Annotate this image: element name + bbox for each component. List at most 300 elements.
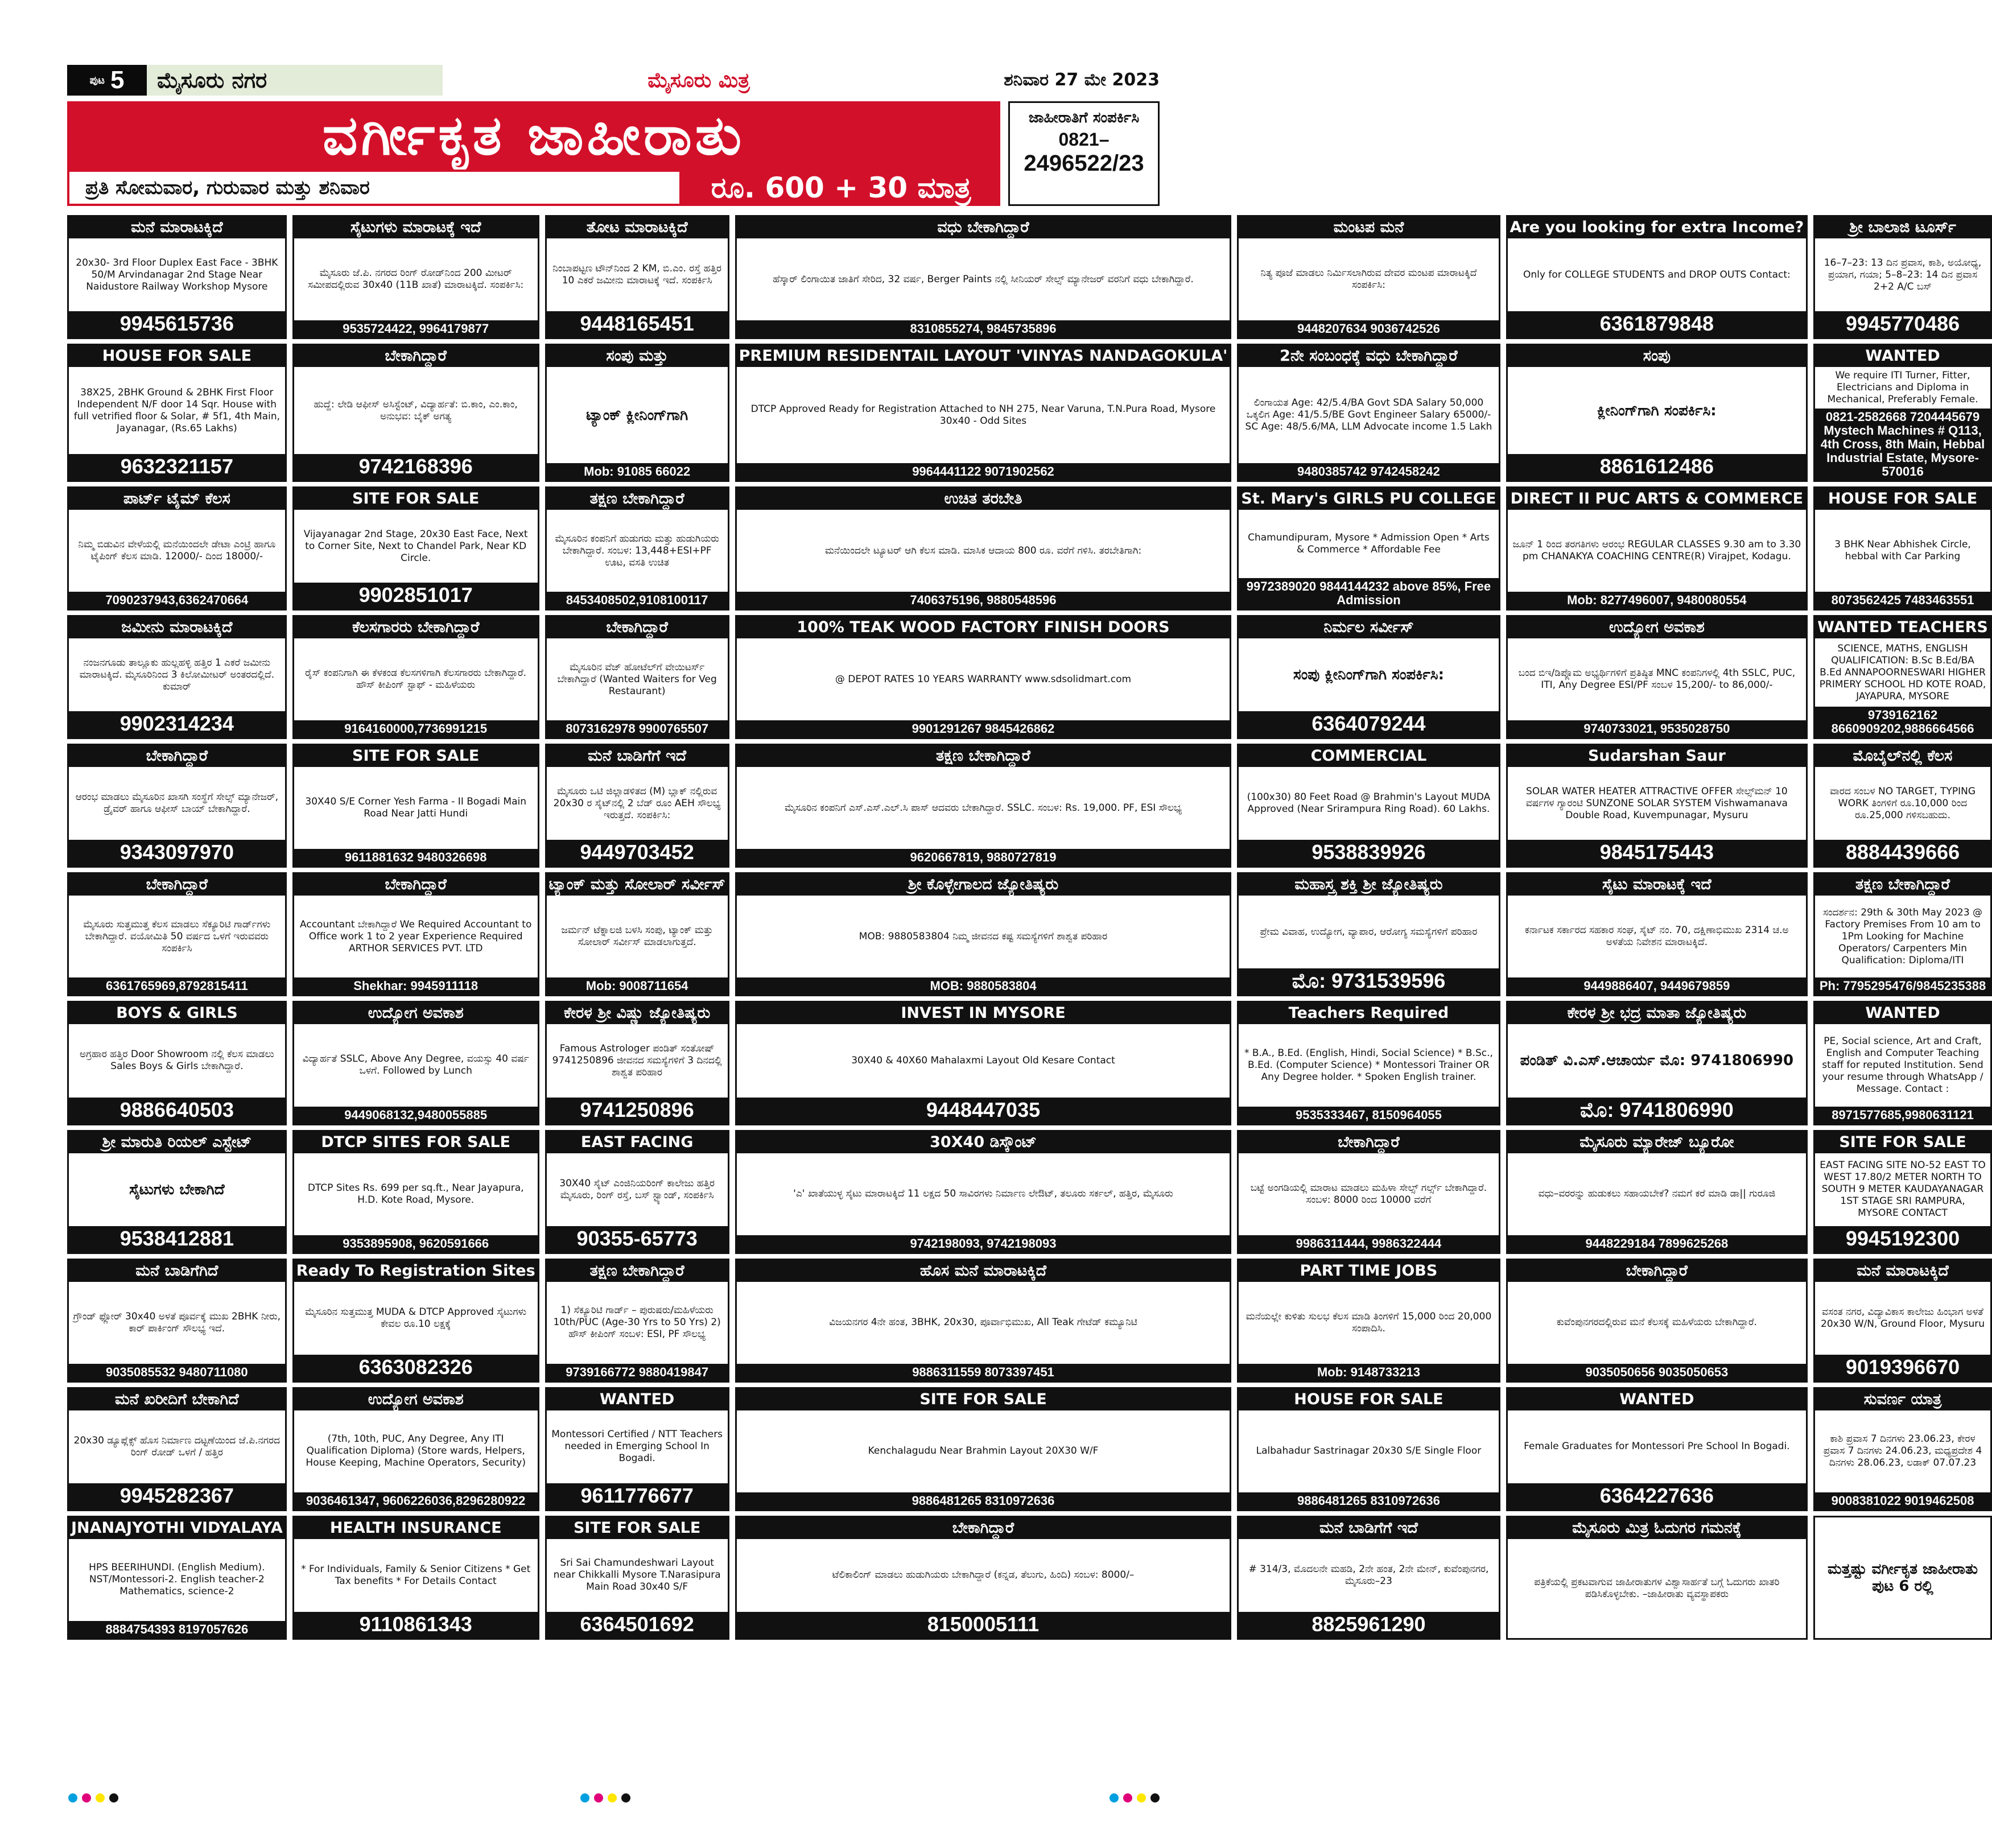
ad-body-text: 30X40 S/E Corner Yesh Farma - II Bogadi Main Road Near Jatti Hundi bbox=[305, 796, 527, 820]
ad-body-text: ನಂಜನಗೂಡು ತಾಲ್ಲೂಕು ಹುಲ್ಲಹಳ್ಳಿ ಹತ್ತಿರ 1 ಎಕರೆ ಜಮೀನು ಮಾರಾಟಕ್ಕಿದೆ. ಮೈಸೂರಿನಿಂದ 3 ಕಿಲೋಮೀಟರ್ ಅಂತರದಲ್ಲಿದೆ. ಕುಮಾರ್ bbox=[79, 657, 275, 692]
ad-phone-number: Mob: 9008711654 bbox=[547, 977, 728, 995]
ad-body-text: 'ಎ' ಖಾತೆಯುಳ್ಳ ಸೈಟು ಮಾರಾಟಕ್ಕಿದೆ 11 ಲಕ್ಷದ 50 ಸಾವಿರಗಳು ನಿರ್ಮಾಣ ಲೇಔಟ್, ತಲೂರು ಸರ್ಕಲ್, ಹತ್ತಿರ, ಮೈಸೂರು bbox=[793, 1188, 1173, 1200]
ad-phone-number: 9448447035 bbox=[737, 1098, 1230, 1124]
classified-ad bbox=[1237, 1387, 1500, 1511]
classified-ad bbox=[292, 1259, 539, 1383]
classified-ad bbox=[1813, 1259, 1992, 1383]
ad-heading: Teachers Required bbox=[1239, 1003, 1498, 1024]
ad-body-text: ಪ್ರೇಮ ವಿವಾಹ, ಉದ್ಯೋಗ, ವ್ಯಾಪಾರ, ಆರೋಗ್ಯ ಸಮಸ್ಯೆಗಳಿಗೆ ಪರಿಹಾರ bbox=[1260, 926, 1478, 938]
classified-ad bbox=[1237, 1130, 1500, 1254]
ad-heading: ಸಂಪು ಮತ್ತು bbox=[547, 345, 728, 367]
ad-body-text: 3 BHK Near Abhishek Circle, hebbal with Car Parking bbox=[1834, 539, 1971, 563]
classified-ad bbox=[292, 1130, 539, 1254]
ad-phone-number: 9886481265 8310972636 bbox=[737, 1492, 1230, 1509]
ad-body-text: ಬಟ್ಟೆ ಅಂಗಡಿಯಲ್ಲಿ ಮಾರಾಟ ಮಾಡಲು ಮಹಿಳಾ ಸೇಲ್ಸ್ ಗರ್ಲ್ಸ್ ಬೇಕಾಗಿದ್ದಾರೆ. ಸಂಬಳ: 8000 ರಿಂದ 10000 ವರೆಗೆ bbox=[1250, 1182, 1487, 1206]
ad-phone-number: 9902314234 bbox=[69, 711, 285, 737]
ad-body-text: ಟೆಲಿಕಾಲಿಂಗ್ ಮಾಡಲು ಹುಡುಗಿಯರು ಬೇಕಾಗಿದ್ದಾರೆ (ಕನ್ನಡ, ತೆಲುಗು, ಹಿಂದಿ) ಸಂಬಳ: 8000/– bbox=[832, 1569, 1135, 1581]
ad-body-text: # 314/3, ಮೊದಲನೇ ಮಹಡಿ, 2ನೇ ಹಂತ, 2ನೇ ಮೇನ್, ಕುವೆಂಪುನಗರ, ಮೈಸೂರು–23 bbox=[1248, 1563, 1489, 1587]
ad-heading: ಸುವರ್ಣ ಯಾತ್ರ bbox=[1815, 1389, 1990, 1410]
classified-ad bbox=[545, 615, 729, 739]
ad-heading: ತಕ್ಷಣ ಬೇಕಾಗಿದ್ದಾರೆ bbox=[737, 745, 1230, 767]
ad-phone-number: 8971577685,9980631121 bbox=[1815, 1107, 1990, 1124]
ad-body-text: ಅಗ್ರಹಾರ ಹತ್ತಿರ Door Showroom ನಲ್ಲಿ ಕೆಲಸ ಮಾಡಲು Sales Boys & Girls ಬೇಕಾಗಿದ್ದಾರೆ. bbox=[79, 1049, 274, 1072]
ad-heading: ವಧು ಬೇಕಾಗಿದ್ದಾರೆ bbox=[737, 217, 1230, 238]
ad-body-text: (100x30) 80 Feet Road @ Brahmin's Layout MUDA Approved (Near Srirampura Ring Road). 60 Lakhs. bbox=[1247, 791, 1491, 815]
classified-ad bbox=[1813, 615, 1992, 739]
ad-body-text: ಪಂಡಿತ್ ವಿ.ಎಸ್.ಆಚಾರ್ಯ ಮೊ: 9741806990 bbox=[1520, 1052, 1794, 1070]
ad-heading: 2ನೇ ಸಂಬಂಧಕ್ಕೆ ವಧು ಬೇಕಾಗಿದ್ದಾರೆ bbox=[1239, 345, 1498, 367]
classified-ad bbox=[292, 872, 539, 996]
ad-body-text: Sri Sai Chamundeshwari Layout near Chikkalli Mysore T.Narasipura Main Road 30x40 S/F bbox=[553, 1557, 721, 1593]
page-number: 5 bbox=[110, 66, 125, 94]
ad-phone-number: 9845175443 bbox=[1508, 840, 1807, 866]
ad-heading: ಉದ್ಯೋಗ ಅವಕಾಶ bbox=[1508, 617, 1807, 638]
ad-heading: HEALTH INSURANCE bbox=[294, 1517, 538, 1539]
classified-ad bbox=[67, 1001, 287, 1125]
ad-heading: ಬೇಕಾಗಿದ್ದಾರೆ bbox=[69, 874, 285, 896]
ad-heading: ಟ್ಯಾಂಕ್ ಮತ್ತು ಸೋಲಾರ್ ಸರ್ವೀಸ್ bbox=[547, 874, 728, 896]
classified-ad bbox=[292, 615, 539, 739]
ad-phone-number: 8884754393 8197057626 bbox=[69, 1621, 285, 1638]
ad-heading: ತಕ್ಷಣ ಬೇಕಾಗಿದ್ದಾರೆ bbox=[1815, 874, 1990, 896]
ad-body-text: ಮೈಸೂರು ಜೆ.ಪಿ. ನಗರದ ರಿಂಗ್ ರೋಡ್‌ನಿಂದ 200 ಮೀಟರ್ ಸಮೀಪದಲ್ಲಿರುವ 30x40 (11B ಖಾತೆ) ಮಾರಾಟಕ್ಕಿದೆ. ಸಂಪರ್ಕಿಸಿ: bbox=[308, 267, 524, 291]
ad-phone-number: 9902851017 bbox=[294, 583, 538, 609]
ad-heading: SITE FOR SALE bbox=[1815, 1132, 1990, 1153]
classified-ad bbox=[67, 1259, 287, 1383]
ad-phone-number: 8861612486 bbox=[1508, 454, 1807, 480]
ad-phone-number: Mob: 91085 66022 bbox=[547, 463, 728, 480]
ad-heading: WANTED bbox=[547, 1389, 728, 1410]
ad-body-text: ಮೈಸೂರಿನ ಸುತ್ತಮುತ್ತ MUDA & DTCP Approved ಸೈಟುಗಳು ಕೇವಲ ರೂ.10 ಲಕ್ಷಕ್ಕೆ bbox=[305, 1306, 527, 1330]
ad-heading: SITE FOR SALE bbox=[294, 488, 538, 510]
ad-heading: ಕೇರಳ ಶ್ರೀ ಭದ್ರ ಮಾತಾ ಜ್ಯೋತಿಷ್ಯರು bbox=[1508, 1003, 1807, 1024]
classified-ad bbox=[735, 1387, 1232, 1511]
ad-body-text: 30X40 ಸೈಟ್ ಎಂಜಿನಿಯರಿಂಗ್ ಕಾಲೇಜು ಹತ್ತಿರ ಮೈಸೂರು, ರಿಂಗ್ ರಸ್ತೆ, ಬಸ್ ಸ್ಟ್ಯಾಂಡ್, ಸಂಪರ್ಕಿಸಿ bbox=[559, 1177, 715, 1201]
newspaper-masthead: ಮೈಸೂರು ಮಿತ್ರ bbox=[647, 68, 750, 92]
ad-heading: ಸಂಪು bbox=[1508, 345, 1807, 367]
ad-body-text: Montessori Certified / NTT Teachers needed in Emerging School In Bogadi. bbox=[551, 1429, 723, 1465]
contact-box bbox=[1008, 101, 1160, 206]
ad-heading: ಮೈಸೂರು ಮ್ಯಾರೇಜ್ ಬ್ಯೂರೋ bbox=[1508, 1132, 1807, 1153]
ad-body-text: EAST FACING SITE NO-52 EAST TO WEST 17.80/2 METER NORTH TO SOUTH 9 METER KAUDAYANAGAR 1ST STAGE SRI RAMPURA, MYSORE CONTACT bbox=[1820, 1160, 1986, 1219]
ad-phone-number: 8884439666 bbox=[1815, 840, 1990, 866]
ad-phone-number: 9449068132,9480055885 bbox=[294, 1107, 538, 1124]
ad-phone-number: 6364227636 bbox=[1508, 1483, 1807, 1509]
ad-heading: ಶ್ರೀ ಮಾರುತಿ ರಿಯಲ್ ಎಸ್ಟೇಟ್ bbox=[69, 1132, 285, 1153]
ad-phone-number: MOB: 9880583804 bbox=[737, 977, 1230, 995]
ad-body-text: ಬಂದ ಬಿಇ/ಡಿಪ್ಲೊಮ ಅಭ್ಯರ್ಥಿಗಳಿಗೆ ಪ್ರತಿಷ್ಠಿತ MNC ಕಂಪನಿಗಳಲ್ಲಿ 4th SSLC, PUC, ITI, Any Degree ESI/PF ಸಂಬಳ 15,200/- to 86,000/- bbox=[1518, 667, 1796, 691]
ad-phone-number: 9886311559 8073397451 bbox=[737, 1364, 1230, 1381]
classified-ad bbox=[1237, 872, 1500, 996]
ad-phone-number: ಮೊ: 9731539596 bbox=[1239, 968, 1498, 995]
ad-heading: ತಕ್ಷಣ ಬೇಕಾಗಿದ್ದಾರೆ bbox=[547, 1260, 728, 1282]
classified-ad bbox=[292, 744, 539, 868]
ad-heading: ಮಹಾಸ್ತ್ರ ಶಕ್ತಿ ಶ್ರೀ ಜ್ಯೋತಿಷ್ಯರು bbox=[1239, 874, 1498, 896]
classified-ad bbox=[545, 1001, 729, 1125]
ad-body-text: (7th, 10th, PUC, Any Degree, Any ITI Qualification Diploma) (Store wards, Helpers, House Keeping, Machine Operators, Security) bbox=[306, 1433, 526, 1469]
ad-body-text: ಆರಂಭ ಮಾಡಲು ಮೈಸೂರಿನ ಖಾಸಗಿ ಸಂಸ್ಥೆಗೆ ಸೇಲ್ಸ್ ಮ್ಯಾನೇಜರ್, ಡ್ರೈವರ್ ಹಾಗೂ ಆಫೀಸ್ ಬಾಯ್ ಬೇಕಾಗಿದ್ದಾರೆ. bbox=[75, 791, 279, 815]
ad-heading: ಮನೆ ಮಾರಾಟಕ್ಕಿದೆ bbox=[1815, 1260, 1990, 1282]
classified-ad bbox=[1506, 615, 1808, 739]
ad-heading: Sudarshan Saur bbox=[1508, 745, 1807, 767]
ad-heading: ಮಂಟಪ ಮನೆ bbox=[1239, 217, 1498, 238]
ad-heading: ಮನೆ ಬಾಡಿಗೆಗೆ ಇದೆ bbox=[547, 745, 728, 767]
classified-ad bbox=[545, 1130, 729, 1254]
ad-body-text: ನಿಂಬಾಪಟ್ಟಣ ಟೌನ್‌ನಿಂದ 2 KM, ಬಿ.ಎಂ. ರಸ್ತೆ ಹತ್ತಿರ 10 ಎಕರೆ ಜಮೀನು ಮಾರಾಟಕ್ಕೆ ಇದೆ. ಸಂಪರ್ಕಿಸಿ bbox=[552, 263, 722, 287]
ad-body-text: ಮನೆಯಿಂದಲೇ ಟ್ಯೂಟರ್ ಆಗಿ ಕೆಲಸ ಮಾಡಿ. ಮಾಸಿಕ ಆದಾಯ 800 ರೂ. ವರೆಗೆ ಗಳಿಸಿ. ತರಬೇತಿಗಾಗಿ: bbox=[824, 544, 1142, 556]
ad-body-text: ಲಿಂಗಾಯತ Age: 42/5.4/BA Govt SDA Salary 50,000 ಒಕ್ಕಲಿಗ Age: 41/5.5/BE Govt Engineer Salary 65000/- SC Age: 48/5.6/MA, LLM Advocate income 1.5 Lakh bbox=[1245, 397, 1492, 433]
ad-heading: WANTED bbox=[1815, 1003, 1990, 1024]
ad-heading: SITE FOR SALE bbox=[294, 745, 538, 767]
ad-heading: ಕೆಲಸಗಾರರು ಬೇಕಾಗಿದ್ದಾರೆ bbox=[294, 617, 538, 638]
classified-ad bbox=[1237, 744, 1500, 868]
ad-phone-number: Mob: 8277496007, 9480080554 bbox=[1508, 592, 1807, 609]
ad-body-text: ಸಂದರ್ಶನ: 29th & 30th May 2023 @ Factory Premises From 10 am to 1Pm Looking for Machine Operators/ Carpenters Min Qualification: Diploma/ITI bbox=[1822, 906, 1983, 966]
classified-ad bbox=[545, 1387, 729, 1511]
ad-body-text: 38X25, 2BHK Ground & 2BHK First Floor Independent N/F door 14 Sqr. House with full vetrified floor & Solar, # 5f1, 4th Main, Jayanagar, (Rs.65 Lakhs) bbox=[73, 386, 280, 434]
ad-phone-number: 6361879848 bbox=[1508, 311, 1807, 337]
ad-body-text: Only for COLLEGE STUDENTS and DROP OUTS Contact: bbox=[1523, 269, 1791, 280]
classified-ad bbox=[1506, 872, 1808, 996]
ad-phone-number: 9448207634 9036742526 bbox=[1239, 320, 1498, 337]
ad-heading: ಮೊಬೈಲ್‌ನಲ್ಲಿ ಕೆಲಸ bbox=[1815, 745, 1990, 767]
ad-heading: WANTED TEACHERS bbox=[1815, 617, 1990, 638]
ad-body-text: MOB: 9880583804 ನಿಮ್ಮ ಜೀವನದ ಕಷ್ಟ ಸಮಸ್ಯೆಗಳಿಗೆ ಶಾಶ್ವತ ಪರಿಹಾರ bbox=[859, 930, 1108, 942]
ad-body-text: ವಿದ್ಯಾರ್ಹತೆ SSLC, Above Any Degree, ವಯಸ್ಸು 40 ವರ್ಷ ಒಳಗೆ. Followed by Lunch bbox=[302, 1053, 529, 1077]
ad-phone-number: 9964441122 9071902562 bbox=[737, 463, 1230, 480]
ad-phone-number: 9945282367 bbox=[69, 1483, 285, 1509]
ad-body-text: Vijayanagar 2nd Stage, 20x30 East Face, Next to Corner Site, Next to Chandel Park, Near KD Circle. bbox=[303, 528, 528, 564]
top-bar bbox=[67, 65, 1160, 96]
ad-phone-number: Mob: 9148733213 bbox=[1239, 1364, 1498, 1381]
classified-ad bbox=[67, 1387, 287, 1511]
ad-phone-number: 9449886407, 9449679859 bbox=[1508, 977, 1807, 995]
ad-phone-number: 9742198093, 9742198093 bbox=[737, 1235, 1230, 1252]
classified-ad bbox=[735, 1130, 1232, 1254]
classified-ad bbox=[292, 1516, 539, 1640]
classified-ads-grid bbox=[67, 215, 1988, 1768]
ad-body-text: ಕುವೆಂಪುನಗರದಲ್ಲಿರುವ ಮನೆ ಕೆಲಸಕ್ಕೆ ಮಹಿಳೆಯರು ಬೇಕಾಗಿದ್ದಾರೆ. bbox=[1556, 1317, 1757, 1329]
ad-body-text: ಜರ್ಮನ್ ಟೆಕ್ನಾಲಜಿ ಬಳಸಿ ಸಂಪು, ಟ್ಯಾಂಕ್ ಮತ್ತು ಸೋಲಾರ್ ಸರ್ವೀಸ್ ಮಾಡಲಾಗುತ್ತದೆ. bbox=[561, 925, 713, 948]
ad-phone-number: 9449703452 bbox=[547, 840, 728, 866]
ad-body-text: ನಿತ್ಯ ಪೂಜೆ ಮಾಡಲು ನಿರ್ಮಿಸಲಾಗಿರುವ ದೇವರ ಮಂಟಪ ಮಾರಾಟಕ್ಕಿದೆ ಸಂಪರ್ಕಿಸಿ: bbox=[1260, 267, 1477, 291]
ad-body-text: Famous Astrologer ಪಂಡಿತ್ ಸಂತೋಷ್ 9741250896 ಜೀವನದ ಸಮಸ್ಯೆಗಳಿಗೆ 3 ದಿನದಲ್ಲಿ ಶಾಶ್ವತ ಪರಿಹಾರ bbox=[552, 1042, 722, 1078]
classified-ad bbox=[67, 615, 287, 739]
classified-ad bbox=[1813, 486, 1992, 610]
ad-heading: ನಿರ್ಮಲ ಸರ್ವೀಸ್ bbox=[1239, 617, 1498, 638]
ad-phone-number: 9972389020 9844144232 above 85%, Free Admission bbox=[1239, 578, 1498, 609]
ad-heading: WANTED bbox=[1508, 1389, 1807, 1410]
ad-body-text: ಮೈಸೂರು ಒಟಿ ಜಿಲ್ಲಾಡಳಿತದ (M) ಬ್ಲಾಕ್ ನಲ್ಲಿರುವ 20x30 ರ ಸೈಟ್‌ನಲ್ಲಿ 2 ಬೆಡ್ ರೂಂ AEH ಸೌಲಭ್ಯ ಇರುತ್ತದೆ. ಸಂಪರ್ಕಿಸಿ: bbox=[553, 785, 721, 821]
contact-phone-prefix: 0821– bbox=[1058, 129, 1110, 150]
ad-phone-number: 9035085532 9480711080 bbox=[69, 1364, 285, 1381]
ad-phone-number: 6364079244 bbox=[1239, 711, 1498, 737]
ad-phone-number: 6364501692 bbox=[547, 1612, 728, 1638]
classified-ad bbox=[735, 744, 1232, 868]
ad-body-text: ವಧು–ವರರನ್ನು ಹುಡುಕಲು ಸಹಾಯಬೇಕೆ? ನಮಗೆ ಕರೆ ಮಾಡಿ ಡಾ|| ಗುರೂಜಿ bbox=[1538, 1188, 1776, 1200]
ad-body-text: DTCP Sites Rs. 699 per sq.ft., Near Jayapura, H.D. Kote Road, Mysore. bbox=[307, 1182, 524, 1206]
classified-ad bbox=[1506, 1387, 1808, 1511]
ad-phone-number: 8310855274, 9845735896 bbox=[737, 320, 1230, 337]
ad-phone-number: 6361765969,8792815411 bbox=[69, 977, 285, 995]
ad-phone-number: 9611776677 bbox=[547, 1483, 728, 1509]
classified-ad bbox=[292, 1387, 539, 1511]
ad-heading: ಬೇಕಾಗಿದ್ದಾರೆ bbox=[737, 1517, 1230, 1539]
ad-phone-number: 90355-65773 bbox=[547, 1226, 728, 1252]
ad-body-text: Female Graduates for Montessori Pre School In Bogadi. bbox=[1524, 1441, 1790, 1453]
ad-phone-number: 9535724422, 9964179877 bbox=[294, 320, 538, 337]
ad-body-text: ಗ್ರೌಂಡ್ ಫ್ಲೋರ್ 30x40 ಅಳತೆ ಪೂರ್ವಕ್ಕೆ ಮುಖ 2BHK ನೀರು, ಕಾರ್ ಪಾರ್ಕಿಂಗ್ ಸೌಲಭ್ಯ ಇದೆ. bbox=[73, 1310, 281, 1334]
ad-body-text: ವಿಜಯನಗರ 4ನೇ ಹಂತ, 3BHK, 20x30, ಪೂರ್ವಾಭಿಮುಖ, All Teak ಗೇಟೆಡ್ ಕಮ್ಯೂನಿಟಿ bbox=[829, 1317, 1137, 1329]
ad-heading: ಸೈಟು ಮಾರಾಟಕ್ಕೆ ಇದೆ bbox=[1508, 874, 1807, 896]
ad-body-text: * For Individuals, Family & Senior Citizens * Get Tax benefits * For Details Contact bbox=[301, 1563, 531, 1587]
ad-body-text: 30X40 & 40X60 Mahalaxmi Layout Old Kesare Contact bbox=[851, 1054, 1115, 1066]
classified-ad bbox=[735, 486, 1232, 610]
classified-ad bbox=[735, 1516, 1232, 1640]
classified-ad bbox=[1237, 215, 1500, 339]
ad-body-text: ಪತ್ರಿಕೆಯಲ್ಲಿ ಪ್ರಕಟವಾಗುವ ಜಾಹೀರಾತುಗಳ ವಿಶ್ವಾಸಾರ್ಹತೆ ಬಗ್ಗೆ ಓದುಗರು ಖಾತರಿ ಪಡಿಸಿಕೊಳ್ಳಬೇಕು. –ಜಾಹೀರಾತು ವ್ಯವಸ್ಥಾಪಕರು bbox=[1534, 1576, 1780, 1600]
ad-phone-number: 9036461347, 9606226036,8296280922 bbox=[294, 1492, 538, 1509]
print-registration-dots-center bbox=[580, 1793, 630, 1802]
ad-body-text: ಹುದ್ದೆ: ಲೇಡಿ ಆಫೀಸ್ ಅಸಿಸ್ಟೆಂಟ್, ವಿದ್ಯಾರ್ಹತೆ: ಬಿ.ಕಾಂ, ಎಂ.ಕಾಂ, ಅನುಭವ: ಬೈಕ್ ಅಗತ್ಯ bbox=[314, 398, 518, 422]
ad-phone-number: 9945192300 bbox=[1815, 1226, 1990, 1252]
ad-body-text: ಮೈಸೂರಿನ ಕಂಪನಿಗೆ ಹುಡುಗರು ಮತ್ತು ಹುಡುಗಿಯರು ಬೇಕಾಗಿದ್ದಾರೆ. ಸಂಬಳ: 13,448+ESI+PF ಊಟ, ವಸತಿ ಉಚಿತ bbox=[555, 533, 719, 568]
classified-ad bbox=[1813, 744, 1992, 868]
ad-body-text: ಕ್ಲೀನಿಂಗ್‌ಗಾಗಿ ಸಂಪರ್ಕಿಸಿ: bbox=[1597, 402, 1717, 419]
ad-heading: JNANAJYOTHI VIDYALAYA bbox=[69, 1517, 285, 1539]
classified-ad bbox=[735, 344, 1232, 482]
ad-heading: EAST FACING bbox=[547, 1132, 728, 1153]
classified-ad bbox=[292, 344, 539, 482]
ad-body-text: ವಾರದ ಸಂಬಳ NO TARGET, TYPING WORK ತಿಂಗಳಿಗೆ ರೂ.10,000 ರಿಂದ ರೂ.25,000 ಗಳಿಸಬಹುದು. bbox=[1830, 785, 1976, 821]
ad-body-text: ಮೈಸೂರಿನ ಕಂಪನಿಗೆ ಎಸ್.ಎಸ್.ಎಲ್.ಸಿ ಪಾಸ್ ಆದವರು ಬೇಕಾಗಿದ್ದಾರೆ. SSLC. ಸಂಬಳ: Rs. 19,000. PF, ESI ಸೌಲಭ್ಯ bbox=[784, 802, 1182, 814]
classified-ad bbox=[545, 215, 729, 339]
ad-phone-number: 9611881632 9480326698 bbox=[294, 849, 538, 866]
classified-ad bbox=[1506, 1001, 1808, 1125]
classified-ad bbox=[1506, 344, 1808, 482]
classified-ad bbox=[67, 344, 287, 482]
ad-heading: HOUSE FOR SALE bbox=[1815, 488, 1990, 510]
ad-body-text: PE, Social science, Art and Craft, English and Computer Teaching staff for reputed Institution. Send your resume through WhatsApp / Message. Contact : bbox=[1822, 1035, 1983, 1095]
ad-phone-number: 9035050656 9035050653 bbox=[1508, 1364, 1807, 1381]
ad-phone-number: 9742168396 bbox=[294, 454, 538, 480]
ad-heading: 30X40 ಡಿಸ್ಕೌಂಟ್ bbox=[737, 1132, 1230, 1153]
ad-body-text: @ DEPOT RATES 10 YEARS WARRANTY www.sdsolidmart.com bbox=[835, 673, 1132, 685]
issue-date: ಶನಿವಾರ 27 ಮೇ 2023 bbox=[1004, 70, 1160, 90]
classified-ad bbox=[1506, 1130, 1808, 1254]
city-section-title: ಮೈಸೂರು ನಗರ bbox=[147, 65, 443, 96]
ad-phone-number: 8453408502,9108100117 bbox=[547, 592, 728, 609]
ad-heading: PART TIME JOBS bbox=[1239, 1260, 1498, 1282]
classified-ad bbox=[735, 215, 1232, 339]
ad-phone-number: 9739166772 9880419847 bbox=[547, 1364, 728, 1381]
ad-phone-number: 9008381022 9019462508 bbox=[1815, 1492, 1990, 1509]
classified-ad bbox=[1237, 1516, 1500, 1640]
classified-ad bbox=[1813, 872, 1992, 996]
ad-body-text: We require ITI Turner, Fitter, Electricians and Diploma in Mechanical, Preferably Female. bbox=[1827, 370, 1978, 406]
ad-phone-number: 0821-2582668 7204445679 Mystech Machines # Q113, 4th Cross, 8th Main, Hebbal Industrial Estate, Mysore-570016 bbox=[1815, 409, 1990, 480]
classified-ad bbox=[292, 486, 539, 610]
ad-heading: ಶ್ರೀ ಕೊಳ್ಳೇಗಾಲದ ಜ್ಯೋತಿಷ್ಯರು bbox=[737, 874, 1230, 896]
ad-body-text: Chamundipuram, Mysore * Admission Open * Arts & Commerce * Affordable Fee bbox=[1248, 532, 1490, 556]
ad-phone-number: 9886481265 8310972636 bbox=[1239, 1492, 1498, 1509]
ad-phone-number: 8150005111 bbox=[737, 1612, 1230, 1638]
page-number-badge bbox=[67, 65, 147, 96]
ad-phone-number: 9448229184 7899625268 bbox=[1508, 1235, 1807, 1252]
ad-body-text: SOLAR WATER HEATER ATTRACTIVE OFFER ಸೇಲ್ಸ್‌ಮನ್ 10 ವರ್ಷಗಳ ಗ್ಯಾರಂಟಿ SUNZONE SOLAR SYSTEM Vishwamanava Double Road, Kuvempunagar, Mysuru bbox=[1525, 785, 1788, 821]
ad-body-text: ರೈಸ್ ಕಂಪನಿಗಾಗಿ ಈ ಕೆಳಕಂಡ ಕೆಲಸಗಳಿಗಾಗಿ ಕೆಲಸಗಾರರು ಬೇಕಾಗಿದ್ದಾರೆ. ಹೌಸ್ ಕೀಪಿಂಗ್ ಸ್ಟಾಫ್ - ಮಹಿಳೆಯರು bbox=[305, 667, 527, 691]
classified-ad bbox=[1506, 744, 1808, 868]
classifieds-subbanner bbox=[67, 170, 1000, 206]
ad-phone-number: 8073562425 7483463551 bbox=[1815, 592, 1990, 609]
ad-heading: ಬೇಕಾಗಿದ್ದಾರೆ bbox=[1239, 1132, 1498, 1153]
ad-heading: Ready To Registration Sites bbox=[294, 1260, 538, 1282]
ad-heading: ಪಾರ್ಟ್ ಟೈಮ್ ಕೆಲಸ bbox=[69, 488, 285, 510]
ad-body-text: Lalbahadur Sastrinagar 20x30 S/E Single Floor bbox=[1256, 1445, 1482, 1457]
classified-ad bbox=[1237, 344, 1500, 482]
ad-body-text: ಮನೆಯಲ್ಲೇ ಕುಳಿತು ಸುಲಭ ಕೆಲಸ ಮಾಡಿ ತಿಂಗಳಿಗೆ 15,000 ರಿಂದ 20,000 ಸಂಪಾದಿಸಿ. bbox=[1245, 1310, 1492, 1334]
ad-heading: ಹೊಸ ಮನೆ ಮಾರಾಟಕ್ಕಿದೆ bbox=[737, 1260, 1230, 1282]
ad-body-text: 20x30 ಡ್ಯೂಪ್ಲೆಕ್ಸ್ ಹೊಸ ನಿರ್ಮಾಣ ದಟ್ಟಣೆಯಿಂದ ಜೆ.ಪಿ.ನಗರದ ರಿಂಗ್ ರೋಡ್ ಒಳಗೆ / ಹತ್ತಿರ bbox=[73, 1434, 281, 1458]
ad-phone-number: 9620667819, 9880727819 bbox=[737, 849, 1230, 866]
ad-body-text: DTCP Approved Ready for Registration Attached to NH 275, Near Varuna, T.N.Pura Road, Mysore 30x40 - Odd Sites bbox=[750, 403, 1216, 427]
ad-body-text: ಮೈಸೂರು ಸುತ್ತಮುತ್ತ ಕೆಲಸ ಮಾಡಲು ಸೆಕ್ಯೂರಿಟಿ ಗಾರ್ಡ್‌ಗಳು ಬೇಕಾಗಿದ್ದಾರೆ. ವಯೋಮಿತಿ 50 ವರ್ಷದ ಒಳಗೆ ಇರುವವರು ಸಂಪರ್ಕಿಸಿ bbox=[83, 918, 271, 954]
classified-ad bbox=[292, 215, 539, 339]
classified-ad bbox=[1813, 344, 1992, 482]
classified-ad bbox=[1813, 1516, 1992, 1640]
ad-heading: DTCP SITES FOR SALE bbox=[294, 1132, 538, 1153]
ad-body-text: ಮೈಸೂರಿನ ವೆಜ್ ಹೋಟೆಲ್‌ಗೆ ವೇಯಿಟರ್ಸ್ ಬೇಕಾಗಿದ್ದಾರೆ (Wanted Waiters for Veg Restaurant) bbox=[557, 661, 717, 697]
ad-heading: ಬೇಕಾಗಿದ್ದಾರೆ bbox=[294, 345, 538, 367]
ad-heading: St. Mary's GIRLS PU COLLEGE bbox=[1239, 488, 1498, 510]
ad-heading: ಮನೆ ಬಾಡಿಗೆಗಿದೆ bbox=[69, 1260, 285, 1282]
ad-phone-number: 9632321157 bbox=[69, 454, 285, 480]
ad-phone-number: 9019396670 bbox=[1815, 1355, 1990, 1381]
ad-phone-number: 9741250896 bbox=[547, 1098, 728, 1124]
classified-ad bbox=[545, 344, 729, 482]
ad-heading: ಉಚಿತ ತರಬೇತಿ bbox=[737, 488, 1230, 510]
ad-body-text: 16–7–23: 13 ದಿನ ಪ್ರವಾಸ, ಕಾಶಿ, ಅಯೋಧ್ಯ, ಪ್ರಯಾಗ, ಗಯಾ; 5–8–23: 14 ದಿನ ಪ್ರವಾಸ 2+2 A/C ಬಸ್ bbox=[1824, 257, 1982, 292]
ad-heading: ಬೇಕಾಗಿದ್ದಾರೆ bbox=[294, 874, 538, 896]
classified-ad bbox=[735, 872, 1232, 996]
ad-phone-number: 9740733021, 9535028750 bbox=[1508, 720, 1807, 737]
ad-phone-number: 9945770486 bbox=[1815, 311, 1990, 337]
ad-phone-number: 8825961290 bbox=[1239, 1612, 1498, 1638]
classified-ad bbox=[67, 215, 287, 339]
ad-heading: ಕೇರಳ ಶ್ರೀ ವಿಷ್ಣು ಜ್ಯೋತಿಷ್ಯರು bbox=[547, 1003, 728, 1024]
ad-heading: SITE FOR SALE bbox=[737, 1389, 1230, 1410]
classified-ad bbox=[1813, 1130, 1992, 1254]
ad-phone-number: 7090237943,6362470664 bbox=[69, 592, 285, 609]
classified-ad bbox=[1813, 215, 1992, 339]
ad-body-text: * B.A., B.Ed. (English, Hindi, Social Science) * B.Sc., B.Ed. (Computer Science) * Montessori Trainer OR Any Degree holder. * Spoken English trainer. bbox=[1244, 1047, 1493, 1083]
ad-phone-number: 9538412881 bbox=[69, 1226, 285, 1252]
classified-ad bbox=[1813, 1387, 1992, 1511]
classified-ad bbox=[1237, 1001, 1500, 1125]
ad-heading: ಬೇಕಾಗಿದ್ದಾರೆ bbox=[1508, 1260, 1807, 1282]
ad-heading: ಉದ್ಯೋಗ ಅವಕಾಶ bbox=[294, 1003, 538, 1024]
ad-heading: PREMIUM RESIDENTAIL LAYOUT 'VINYAS NANDAGOKULA' bbox=[737, 345, 1230, 367]
classified-ad bbox=[67, 744, 287, 868]
ad-body-text: ಕರ್ನಾಟಕ ಸರ್ಕಾರದ ಸಹಕಾರ ಸಂಘ, ಸೈಟ್ ನಂ. 70, ದಕ್ಷಿಣಾಭಿಮುಖ 2314 ಚ.ಅ ಅಳತೆಯ ನಿವೇಶನ ಮಾರಾಟಕ್ಕಿದೆ. bbox=[1525, 925, 1789, 948]
classified-ad bbox=[545, 1516, 729, 1640]
ad-phone-number: 9535333467, 8150964055 bbox=[1239, 1107, 1498, 1124]
ad-phone-number: 8073162978 9900765507 bbox=[547, 720, 728, 737]
ad-heading: WANTED bbox=[1815, 345, 1990, 367]
print-registration-dots-right bbox=[1110, 1793, 1160, 1802]
ad-body-text: ಕಾಶಿ ಪ್ರವಾಸ 7 ದಿನಗಳು 23.06.23, ಕೇರಳ ಪ್ರವಾಸ 7 ದಿನಗಳು 24.06.23, ಮಧ್ಯಪ್ರದೇಶ 4 ದಿನಗಳು 28.06.23, ಲಡಾಕ್ 07.07.23 bbox=[1823, 1433, 1982, 1469]
ad-heading: ಮನೆ ಮಾರಾಟಕ್ಕಿದೆ bbox=[69, 217, 285, 238]
ad-heading: ಉದ್ಯೋಗ ಅವಕಾಶ bbox=[294, 1389, 538, 1410]
ad-heading: ಮೈಸೂರು ಮಿತ್ರ ಓದುಗರ ಗಮನಕ್ಕೆ bbox=[1508, 1517, 1807, 1539]
classifieds-banner-title: ವರ್ಗೀಕೃತ ಜಾಹೀರಾತು bbox=[67, 101, 1000, 170]
ad-phone-number: 9886640503 bbox=[69, 1098, 285, 1124]
classified-ad bbox=[1237, 486, 1500, 610]
classified-ad bbox=[735, 615, 1232, 739]
classified-ad bbox=[1237, 1259, 1500, 1383]
ad-body-text: ಹೆಸ್ಕಾರ್ ಲಿಂಗಾಯಿತ ಜಾತಿಗೆ ಸೇರಿದ, 32 ವರ್ಷ, Berger Paints ನಲ್ಲಿ ಸೀನಿಯರ್ ಸೇಲ್ಸ್ ಮ್ಯಾನೇಜರ್ ವರನಿಗೆ ವಧು ಬೇಕಾಗಿದ್ದಾರೆ. bbox=[773, 273, 1194, 285]
ad-phone-number: 6363082326 bbox=[294, 1355, 538, 1381]
ad-body-text: Kenchalagudu Near Brahmin Layout 20X30 W/F bbox=[868, 1445, 1099, 1457]
ad-heading: INVEST IN MYSORE bbox=[737, 1003, 1230, 1024]
classified-ad bbox=[67, 1516, 287, 1640]
ad-body-text: ಜೂನ್ 1 ರಿಂದ ತರಗತಿಗಳು ಆರಂಭ REGULAR CLASSES 9.30 am to 3.30 pm CHANAKYA COACHING CENTRE(R) Virajpet, Kodagu. bbox=[1512, 539, 1801, 563]
ad-heading: ಬೇಕಾಗಿದ್ದಾರೆ bbox=[547, 617, 728, 638]
ad-heading: DIRECT II PUC ARTS & COMMERCE bbox=[1508, 488, 1807, 510]
publication-schedule: ಪ್ರತಿ ಸೋಮವಾರ, ಗುರುವಾರ ಮತ್ತು ಶನಿವಾರ bbox=[67, 170, 682, 206]
ad-body-text: ಟ್ಯಾಂಕ್ ಕ್ಲೀನಿಂಗ್‌ಗಾಗಿ bbox=[586, 406, 688, 424]
ad-phone-number: 9110861343 bbox=[294, 1612, 538, 1638]
classified-ad bbox=[545, 486, 729, 610]
classified-ad bbox=[67, 872, 287, 996]
classified-ad bbox=[67, 486, 287, 610]
contact-label: ಜಾಹೀರಾತಿಗೆ ಸಂಪರ್ಕಿಸಿ bbox=[1028, 109, 1140, 126]
print-registration-dots-left bbox=[68, 1793, 118, 1802]
ad-heading: ಬೇಕಾಗಿದ್ದಾರೆ bbox=[69, 745, 285, 767]
ad-phone-number: 9986311444, 9986322444 bbox=[1239, 1235, 1498, 1252]
page-label: ಪುಟ bbox=[89, 74, 105, 86]
ad-heading: HOUSE FOR SALE bbox=[1239, 1389, 1498, 1410]
classified-ad bbox=[67, 1130, 287, 1254]
ad-heading: ಮನೆ ಖರೀದಿಗೆ ಬೇಕಾಗಿದೆ bbox=[69, 1389, 285, 1410]
ad-body-text: ವಸಂತ ನಗರ, ವಿದ್ಯಾವಿಕಾಸ ಕಾಲೇಜು ಹಿಂಭಾಗ ಅಳತೆ 20x30 W/N, Ground Floor, Mysuru bbox=[1821, 1306, 1985, 1330]
ad-phone-number: 9164160000,7736991215 bbox=[294, 720, 538, 737]
ad-heading: ಜಮೀನು ಮಾರಾಟಕ್ಕಿದೆ bbox=[69, 617, 285, 638]
ad-phone-number: 9538839926 bbox=[1239, 840, 1498, 866]
ad-phone-number: 9343097970 bbox=[69, 840, 285, 866]
ad-heading: COMMERCIAL bbox=[1239, 745, 1498, 767]
classified-ad bbox=[292, 1001, 539, 1125]
classified-ad bbox=[545, 872, 729, 996]
classified-ad bbox=[1506, 215, 1808, 339]
ad-body-text: Accountant ಬೇಕಾಗಿದ್ದಾರೆ We Required Accountant to Office work 1 to 2 year Experience Required ARTHOR SERVICES PVT. LTD bbox=[300, 918, 532, 954]
ad-heading: 100% TEAK WOOD FACTORY FINISH DOORS bbox=[737, 617, 1230, 638]
ad-heading: ಶ್ರೀ ಬಾಲಾಜಿ ಟೂರ್ಸ್ bbox=[1815, 217, 1990, 238]
ad-body-text: 1) ಸೆಕ್ಯೂರಿಟಿ ಗಾರ್ಡ್ – ಪುರುಷರು/ಮಹಿಳೆಯರು 10th/PUC (Age-30 Yrs to 50 Yrs) 2) ಹೌಸ್ ಕೀಪಿಂಗ್ ಸಂಬಳ: ESI, PF ಸೌಲಭ್ಯ bbox=[553, 1305, 721, 1340]
ad-heading: HOUSE FOR SALE bbox=[69, 345, 285, 367]
classified-ad bbox=[1813, 1001, 1992, 1125]
classified-ad bbox=[1237, 615, 1500, 739]
ad-heading: ತಕ್ಷಣ ಬೇಕಾಗಿದ್ದಾರೆ bbox=[547, 488, 728, 510]
ad-heading: ಮನೆ ಬಾಡಿಗೆಗೆ ಇದೆ bbox=[1239, 1517, 1498, 1539]
ad-body-text: HPS BEERIHUNDI. (English Medium). NST/Montessori-2. English teacher-2 Mathematics, science-2 bbox=[89, 1562, 265, 1598]
contact-phone-number: 2496522/23 bbox=[1024, 151, 1144, 176]
ad-body-text: ಮತ್ತಷ್ಟು ವರ್ಗೀಕೃತ ಜಾಹೀರಾತು ಪುಟ 6 ರಲ್ಲಿ bbox=[1828, 1560, 1978, 1595]
ad-heading: Are you looking for extra Income? bbox=[1508, 217, 1807, 238]
ad-body-text: ನಿಮ್ಮ ಬಿಡುವಿನ ವೇಳೆಯಲ್ಲಿ ಮನೆಯಿಂದಲೇ ಡೇಟಾ ಎಂಟ್ರಿ ಹಾಗೂ ಟೈಪಿಂಗ್ ಕೆಲಸ ಮಾಡಿ. 12000/- ದಿಂದ 18000/- bbox=[78, 539, 276, 563]
classified-ad bbox=[735, 1001, 1232, 1125]
classified-ad bbox=[735, 1259, 1232, 1383]
